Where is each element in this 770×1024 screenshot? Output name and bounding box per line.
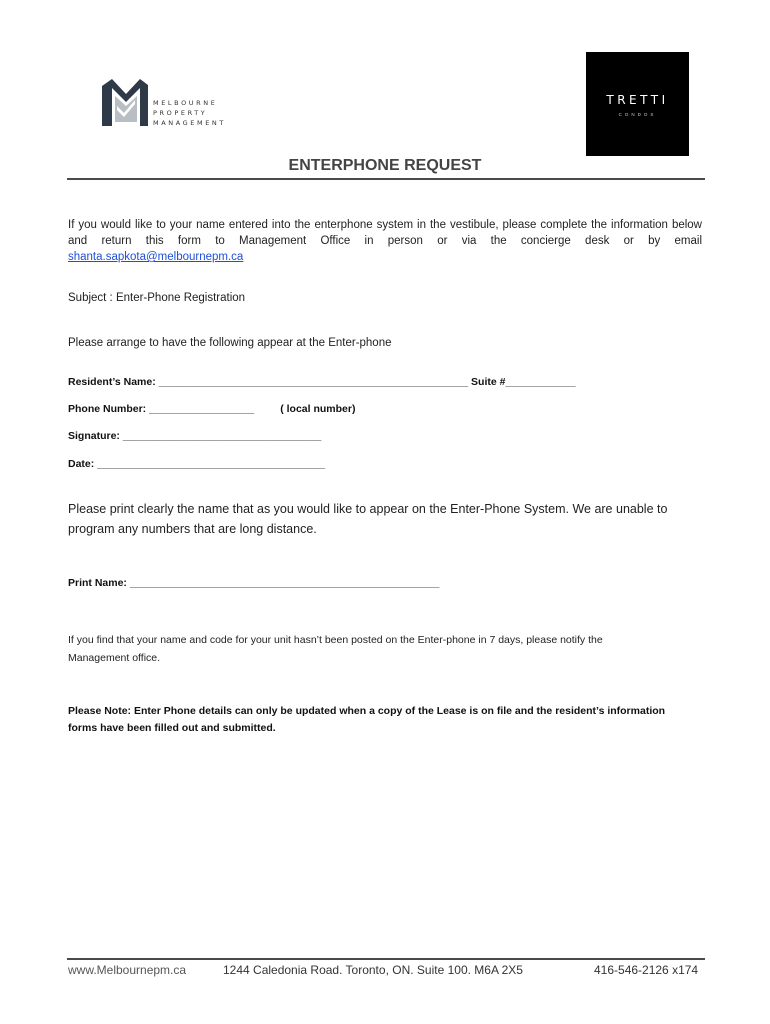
signature-field[interactable]: Signature: __________________________________ [68, 430, 322, 442]
phone-number-field[interactable]: Phone Number: __________________ [68, 403, 255, 415]
footer-address: 1244 Caledonia Road. Toronto, ON. Suite 100. M6A 2X5 [223, 963, 523, 977]
email-link[interactable]: shanta.sapkota@melbournepm.ca [68, 251, 244, 263]
footer-website[interactable]: www.Melbournepm.ca [68, 963, 187, 977]
tretti-brand: TRETTI [606, 93, 669, 107]
house-m-icon [98, 76, 150, 128]
print-instructions: Please print clearly the name that as you would like to appear on the Enter-Phone System. We are unable to program any numbers that are long distance. [68, 502, 668, 536]
phone-number-row [68, 403, 355, 415]
subject-line: Subject : Enter-Phone Registration [68, 292, 246, 304]
title-rule [67, 178, 705, 180]
phone-note: ( local number) [280, 403, 356, 415]
note-paragraph: Please Note: Enter Phone details can only be updated when a copy of the Lease is on file and the resident’s information forms have been filled out and submitted. [68, 705, 666, 734]
print-name-field[interactable]: Print Name: _____________________________________________________ [68, 577, 440, 589]
footer-rule [67, 958, 705, 960]
arrange-line: Please arrange to have the following appear at the Enter-phone [68, 337, 392, 349]
intro-paragraph [68, 217, 702, 265]
page-title: ENTERPHONE REQUEST [288, 157, 482, 174]
notify-paragraph: If you find that your name and code for your unit hasn’t been posted on the Enter-phone in 7 days, please notify the Management office. [68, 634, 603, 664]
footer-phone: 416-546-2126 x174 [594, 963, 699, 977]
tretti-sub: CONDOS [618, 112, 657, 117]
intro-text: If you would like to your name entered into the enterphone system in the vestibule, please complete the information below and return this form to Management Office in person or via the concierge desk or by email [68, 219, 702, 247]
resident-name-field[interactable]: Resident’s Name: _____________________________________________________ Suite #____________ [68, 376, 576, 388]
tretti-logo [586, 52, 689, 156]
logo-wordmark: MELBOURNE PROPERTY MANAGEMENT [153, 99, 226, 127]
date-field[interactable]: Date: _______________________________________ [68, 458, 325, 470]
melbourne-logo [98, 76, 238, 132]
